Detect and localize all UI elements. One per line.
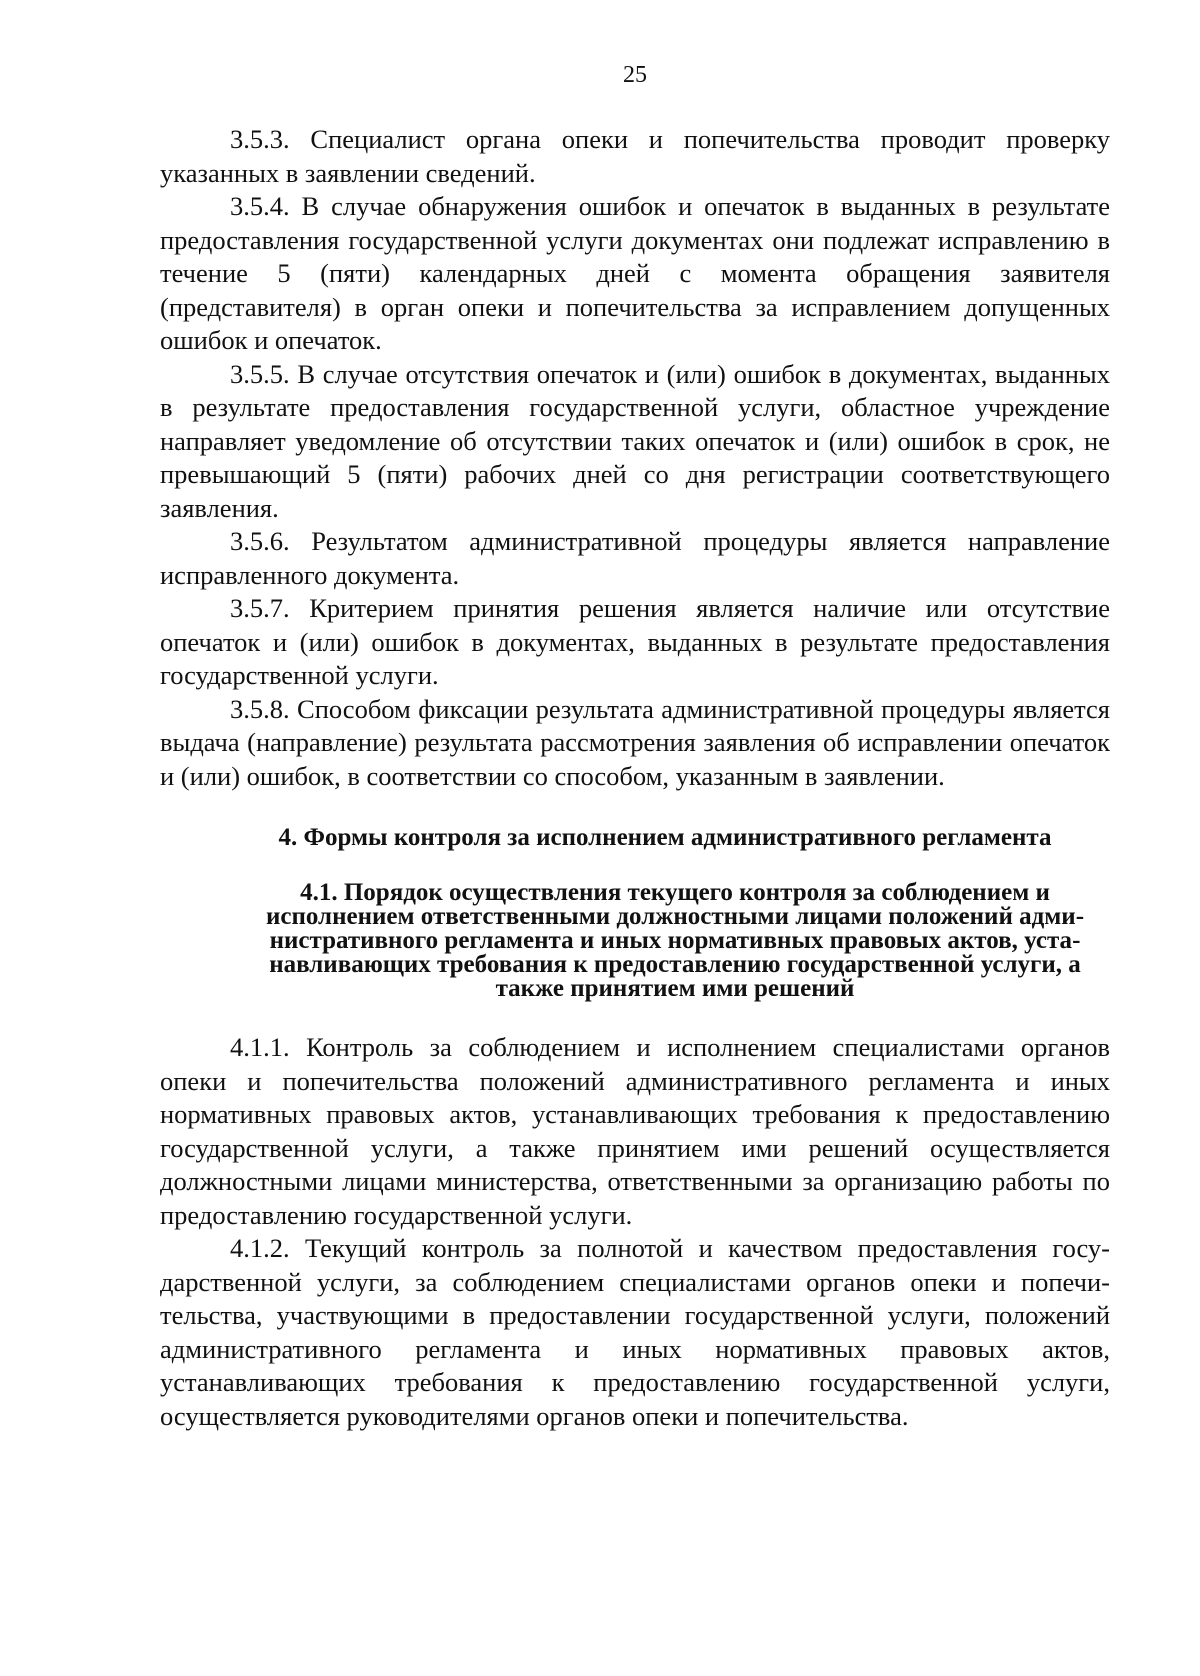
section-heading: 4. Формы контроля за исполнением административного регламента: [278, 824, 1052, 851]
paragraph-3-5-8: 3.5.8. Способом фиксации результата административной процедуры является выдача (направление) результата рассмотрения заявления об исправлении опечаток и (или) ошибок, в соответствии со способом, указанным в заявлении.: [160, 693, 1110, 791]
paragraph-3-5-3: 3.5.3. Специалист органа опеки и попечительства проводит проверку указанных в заявлении сведений.: [160, 124, 1110, 188]
paragraph-3-5-4: 3.5.4. В случае обнаружения ошибок и опечаток в выданных в результате предоставления государственной услуги документах они подлежат исправлению в течение 5 (пяти) календарных дней с момента обращения заявителя (представителя) в орган опеки и попечительства за исправлением допущенных ошибок и опечаток.: [160, 191, 1110, 355]
paragraph-3-5-7: 3.5.7. Критерием принятия решения является наличие или отсутствие опечаток и (или) ошибок в документах, выданных в результате предоставления государственной услуги.: [160, 593, 1110, 690]
paragraph-3-5-5: 3.5.5. В случае отсутствия опечаток и (или) ошибок в документах, выданных в результате предоставления государственной услуги, областное учреждение направляет уведомление об отсутствии таких опечаток и (или) ошибок в срок, не превышающий 5 (пяти) рабочих дней со дня регистрации соответствующего заявления.: [160, 358, 1110, 523]
paragraph-4-1-2: 4.1.2. Текущий контроль за полнотой и качеством предоставления государственной услуги, за соблюдением специалистами органов опеки и попечительства, участвующими в предоставлении государственной услуги, положений административного регламента и иных нормативных правовых актов, устанавливающих требования к предоставлению государственной услуги, осуществляется руководителями органов опеки и попечительства.: [160, 1233, 1110, 1431]
paragraph-4-1-1: 4.1.1. Контроль за соблюдением и исполнением специалистами органов опеки и попечительства положений административного регламента и иных нормативных правовых актов, устанавливающих требования к предоставлению государственной услуги, а также принятием ими решений осуществляется должностными лицами министерства, ответственными за организацию работы по предоставлению государственной услуги.: [160, 1032, 1110, 1230]
page-content: [160, 123, 1110, 1433]
subsection-heading: 4.1. Порядок осуществления текущего контроля за соблюдением и исполнением ответственными должностными лицами положений административного регламента и иных нормативных правовых актов, устанавливающих требования к предоставлению государственной услуги, а также принятием ими решений: [265, 879, 1085, 1002]
page-number: 25: [623, 62, 647, 88]
paragraph-3-5-6: 3.5.6. Результатом административной процедуры является направление исправленного документа.: [160, 526, 1110, 590]
